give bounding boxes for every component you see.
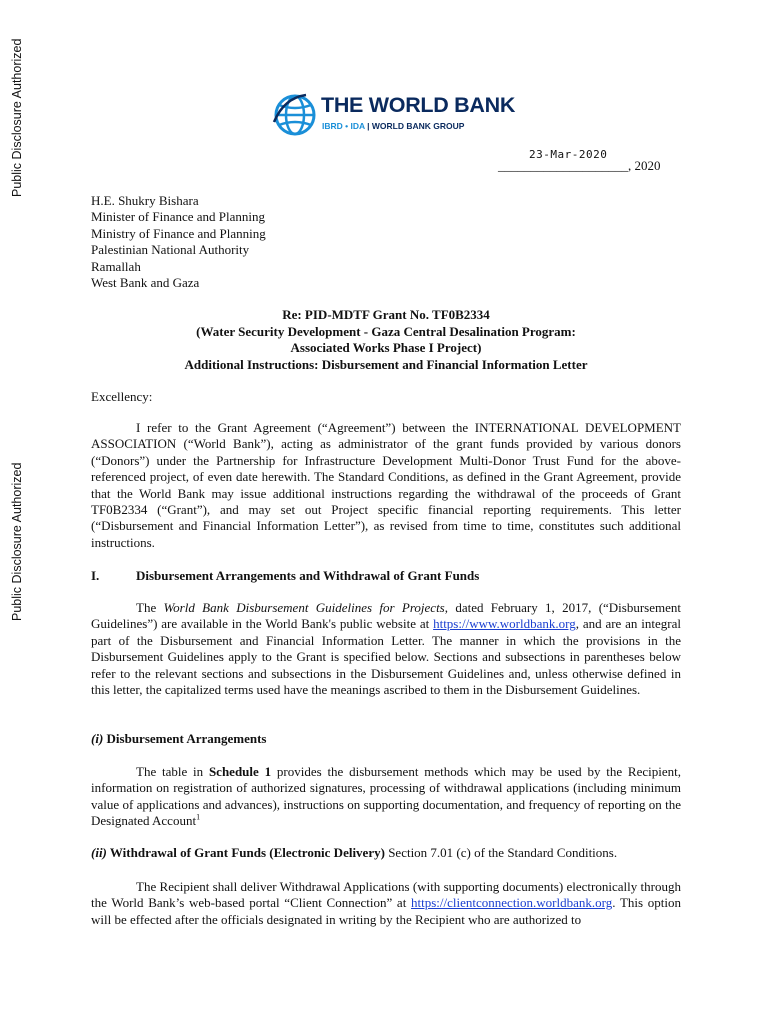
subject-line: Associated Works Phase I Project)	[290, 340, 482, 355]
address-line: Ministry of Finance and Planning	[91, 225, 266, 241]
intro-paragraph: I refer to the Grant Agreement (“Agreement”) between the INTERNATIONAL DEVELOPMENT ASSOCIATION (“World Bank”), acting as administrator of the grant funds provided by various donors (“Donors”) under the Partnership for Infrastructure Development Multi-Donor Trust Fund for the above-referenced project, of even date herewith. The Standard Conditions, as defined in the Grant Agreement, provide that the World Bank may issue additional instructions regarding the withdrawal of the proceeds of Grant TF0B2334 (“Grant”), and may set out Project specific financial reporting requirements. This letter (“Disbursement and Financial Information Letter”), as revised from time to time, constitutes such additional instructions.	[91, 420, 681, 550]
logo-title: THE WORLD BANK	[321, 93, 516, 117]
subject-block	[91, 307, 681, 373]
subsection-heading-withdrawal: (ii) Withdrawal of Grant Funds (Electronic Delivery) Section 7.01 (c) of the Standard Conditions.	[91, 845, 618, 860]
client-connection-link[interactable]: https://clientconnection.worldbank.org	[411, 895, 613, 911]
address-line: West Bank and Gaza	[91, 275, 200, 291]
subject-line: Re: PID-MDTF Grant No. TF0B2334	[282, 307, 490, 322]
worldbank-link[interactable]: https://www.worldbank.org	[433, 616, 576, 632]
date-stamp: 23-Mar-2020	[529, 148, 608, 161]
date-line: ____________________, 2020	[498, 158, 661, 173]
world-bank-logo	[272, 92, 516, 142]
recipient-address	[91, 193, 266, 291]
subject-line: (Water Security Development - Gaza Central Desalination Program:	[196, 323, 576, 339]
address-line: Palestinian National Authority	[91, 242, 250, 258]
logo-subtitle: IBRD • IDA | WORLD BANK GROUP	[322, 121, 465, 131]
address-line: H.E. Shukry Bishara	[91, 193, 199, 208]
address-line: Minister of Finance and Planning	[91, 209, 266, 225]
footnote-ref: 1	[196, 812, 201, 822]
schedule-paragraph: The table in Schedule 1 provides the disbursement methods which may be used by the Recipient, information on registration of authorized signatures, processing of withdrawal applications (including minimum value of applications and advances), instructions on supporting documentation, and frequency of reporting on the Designated Account$^1$	[91, 764, 681, 829]
globe-icon	[272, 92, 318, 138]
subsection-heading-disbursement: (i) Disbursement Arrangements	[91, 731, 267, 746]
electronic-delivery-paragraph: The Recipient shall deliver Withdrawal Applications (with supporting documents) electronically through the World Bank’s web-based portal “Client Connection” at https://clientconnection.worldbank.org. This option will be effected after the officials designated in writing by the Recipient who are authorized to	[91, 879, 681, 927]
subject-line: Additional Instructions: Disbursement and Financial Information Letter	[184, 356, 588, 372]
address-line: Ramallah	[91, 258, 141, 274]
section-heading: I. Disbursement Arrangements and Withdrawal of Grant Funds	[91, 568, 480, 583]
salutation: Excellency:	[91, 389, 153, 404]
guidelines-paragraph: The World Bank Disbursement Guidelines for Projects, dated February 1, 2017, (“Disbursement Guidelines”) are available in the World Bank's public website at https://www.worldbank.org, and are an integral part of the Disbursement and Financial Information Letter. The manner in which the provisions in the Disbursement Guidelines apply to the Grant is specified below. Sections and subsections in parentheses below refer to the relevant sections and subsections in the Disbursement Guidelines and, unless otherwise defined in this letter, the capitalized terms used have the meanings ascribed to them in the Disbursement Guidelines.	[91, 600, 682, 698]
